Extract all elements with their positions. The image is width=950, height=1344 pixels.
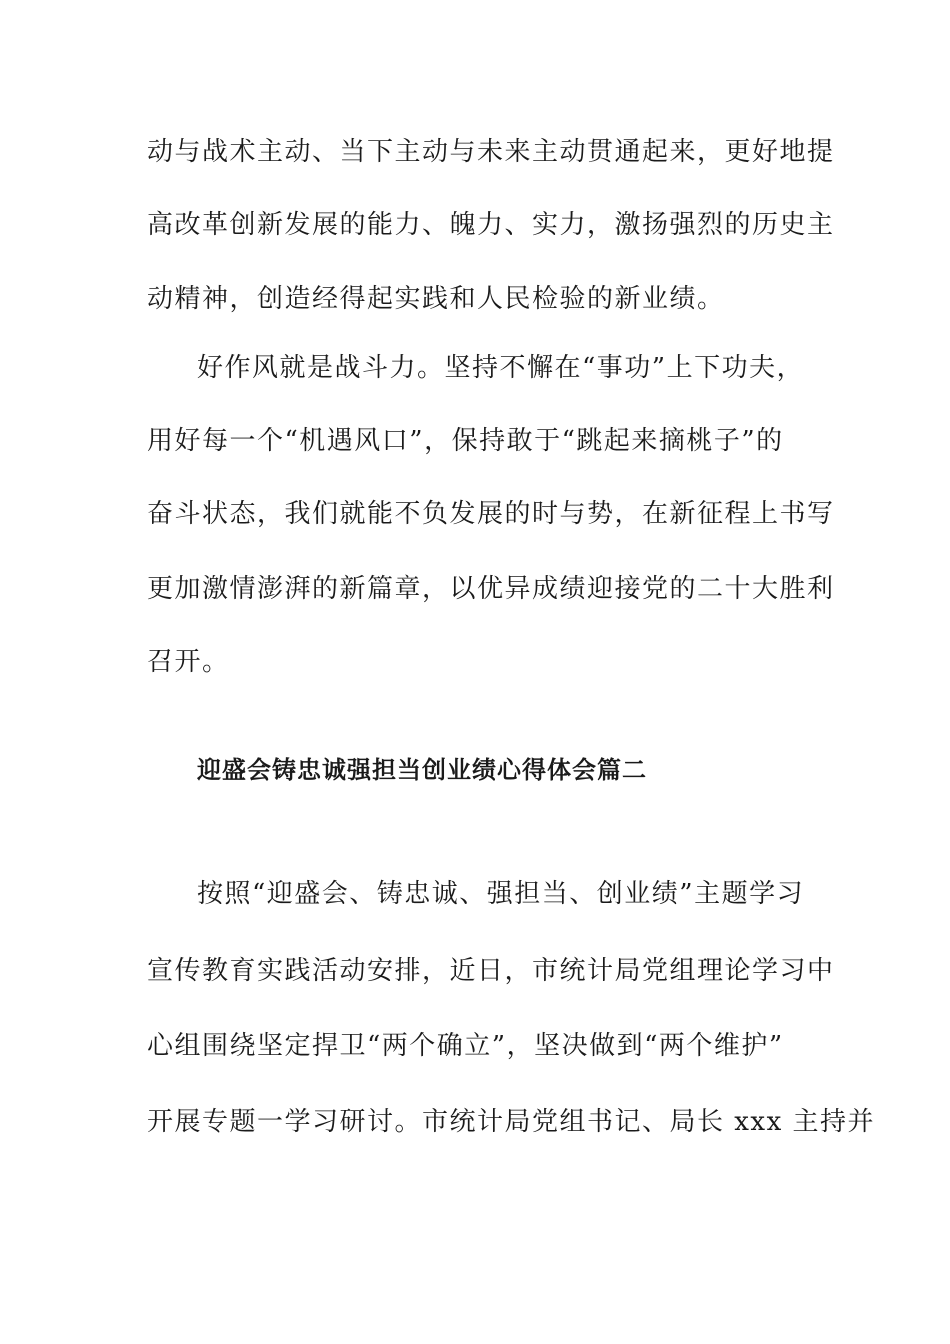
paragraph-3-line-2: 宣传教育实践活动安排，近日，市统计局党组理论学习中 (147, 956, 835, 986)
paragraph-2-line-5: 召开。 (147, 647, 230, 677)
section-heading: 迎盛会铸忠诚强担当创业绩心得体会篇二 (197, 756, 647, 784)
paragraph-1-line-2: 高改革创新发展的能力、魄力、实力，激扬强烈的历史主 (147, 210, 835, 240)
paragraph-3-line-3: 心组围绕坚定捍卫“两个确立”，坚决做到“两个维护” (147, 1031, 784, 1061)
paragraph-3-line-4: 开展专题一学习研讨。市统计局党组书记、局长 xxx 主持并 (147, 1107, 876, 1137)
paragraph-1-line-3: 动精神，创造经得起实践和人民检验的新业绩。 (147, 284, 725, 314)
paragraph-2-line-1: 好作风就是战斗力。坚持不懈在“事功”上下功夫， (197, 353, 805, 383)
paragraph-1-line-1: 动与战术主动、当下主动与未来主动贯通起来，更好地提 (147, 137, 835, 167)
paragraph-2-line-3: 奋斗状态，我们就能不负发展的时与势，在新征程上书写 (147, 499, 835, 529)
paragraph-3-line-1: 按照“迎盛会、铸忠诚、强担当、创业绩”主题学习 (197, 879, 805, 909)
paragraph-2-line-2: 用好每一个“机遇风口”，保持敢于“跳起来摘桃子”的 (147, 426, 784, 456)
paragraph-2-line-4: 更加激情澎湃的新篇章，以优异成绩迎接党的二十大胜利 (147, 574, 835, 604)
